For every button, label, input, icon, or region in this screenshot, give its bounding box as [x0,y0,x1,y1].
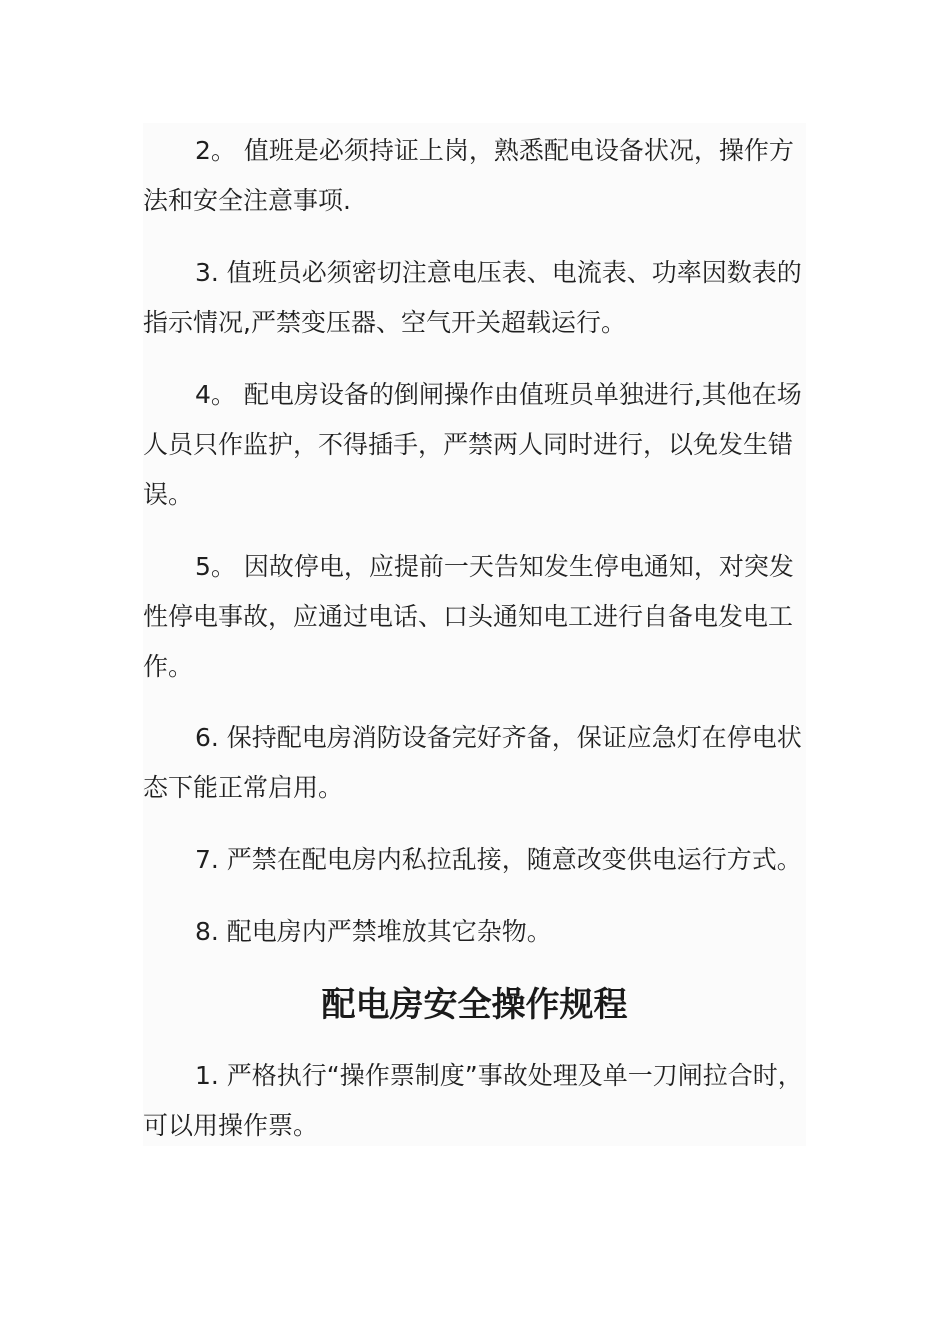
paragraph-item-1: 1. 严格执行“操作票制度”事故处理及单一刀闸拉合时，可以用操作票。 [143,1061,803,1140]
paragraph-item-4: 4。 配电房设备的倒闸操作由值班员单独进行,其他在场人员只作监护，不得插手，严禁两人同时进行，以免发生错误。 [143,380,802,509]
paragraph-item-2: 2。 值班是必须持证上岗，熟悉配电设备状况，操作方法和安全注意事项. [143,136,794,215]
paragraph-item-7: 7. 严禁在配电房内私拉乱接，随意改变供电运行方式。 [195,845,802,874]
document-body [143,123,806,1146]
paragraph-item-6: 6. 保持配电房消防设备完好齐备，保证应急灯在停电状态下能正常启用。 [143,723,802,802]
section-title: 配电房安全操作规程 [321,985,628,1025]
paragraph-item-8: 8. 配电房内严禁堆放其它杂物。 [195,917,552,946]
paragraph-item-5: 5。 因故停电，应提前一天告知发生停电通知，对突发性停电事故，应通过电话、口头通知电工进行自备电发电工作。 [143,552,794,681]
paragraph-item-3: 3. 值班员必须密切注意电压表、电流表、功率因数表的指示情况,严禁变压器、空气开关超载运行。 [143,258,802,337]
